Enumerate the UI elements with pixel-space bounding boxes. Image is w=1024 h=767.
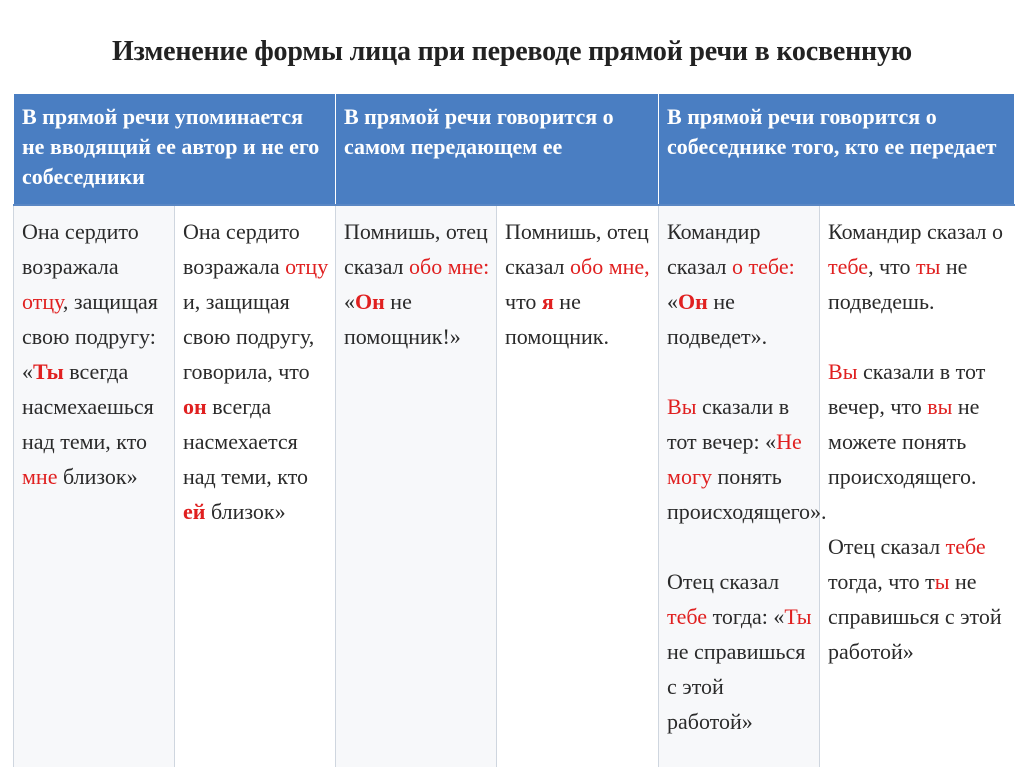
paragraph-gap	[828, 319, 1009, 354]
text: всегда насмехается над теми, кто	[183, 394, 309, 489]
highlight-text: ей	[183, 499, 206, 524]
text: , что	[868, 254, 916, 279]
text: тогда: «	[707, 604, 785, 629]
highlight-text: мне	[22, 464, 58, 489]
highlight-text: отцу	[22, 289, 63, 314]
text: Командир сказал	[667, 219, 761, 279]
header-row	[14, 94, 1015, 206]
text: Помнишь, отец сказал	[505, 219, 649, 279]
text: Отец сказал	[667, 569, 780, 594]
highlight-text: тебе	[828, 254, 869, 279]
text: сказали в тот вечер, что	[828, 359, 986, 419]
text: не можете понять происходящего.	[828, 394, 980, 489]
text: близок»	[57, 464, 138, 489]
highlight-text: Ты	[33, 359, 64, 384]
text: Она сердито возражала	[22, 219, 139, 279]
highlight-text: о тебе:	[732, 254, 795, 279]
highlight-text: я	[541, 289, 554, 314]
text: Командир сказал о	[828, 219, 1003, 244]
text: , защищая свою подругу: «	[22, 289, 158, 384]
text: не справишься с этой работой»	[828, 569, 1002, 664]
text: и, защищая свою подругу, говорила, что	[183, 289, 315, 384]
text: сказали в тот вечер: «	[667, 394, 790, 454]
highlight-text: он	[183, 394, 207, 419]
text: «	[344, 289, 355, 314]
text: тогда, что т	[828, 569, 935, 594]
text: не подведешь.	[828, 254, 968, 314]
text: всегда насмехаешься над теми, кто	[22, 359, 154, 454]
text: не справишься с этой работой»	[667, 639, 806, 734]
highlight-text: обо мне,	[570, 254, 650, 279]
highlight-text: тебе	[945, 534, 986, 559]
highlight-text: Ты	[784, 604, 812, 629]
comparison-table	[13, 93, 1015, 767]
text: близок»	[205, 499, 286, 524]
highlight-text: Вы	[828, 359, 858, 384]
highlight-text: Он	[678, 289, 708, 314]
highlight-text: Он	[355, 289, 385, 314]
cell-indirect-speech-2	[497, 205, 659, 767]
paragraph-gap	[667, 529, 813, 564]
highlight-text: ты	[915, 254, 941, 279]
cell-direct-speech-1	[14, 205, 175, 767]
text: не подведет».	[667, 289, 768, 349]
text: не помощник.	[505, 289, 609, 349]
text: Отец сказал	[828, 534, 946, 559]
header-cell-about-interlocutor: В прямой речи говорится о собеседнике того, кто ее передает	[659, 94, 1015, 206]
cell-direct-speech-2	[336, 205, 497, 767]
highlight-text: Не могу	[667, 429, 802, 489]
highlight-text: тебе	[667, 604, 708, 629]
text: Помнишь, отец сказал	[344, 219, 488, 279]
paragraph-gap	[828, 494, 1009, 529]
highlight-text: вы	[927, 394, 953, 419]
highlight-text: ы	[934, 569, 950, 594]
text: Она сердито возражала	[183, 219, 300, 279]
text: что	[505, 289, 542, 314]
text: не помощник!»	[344, 289, 461, 349]
header-cell-author-not-mentioned: В прямой речи упоминается не вводящий ее автор и не его собеседники	[14, 94, 336, 206]
example-row	[14, 205, 1015, 767]
text: понять происходящего».	[667, 464, 827, 524]
highlight-text: Вы	[667, 394, 697, 419]
cell-direct-speech-3	[659, 205, 827, 767]
highlight-text: обо мне:	[409, 254, 490, 279]
slide-title: Изменение формы лица при переводе прямой речи в косвенную	[112, 36, 912, 67]
paragraph-gap	[667, 354, 813, 389]
cell-indirect-speech-1	[175, 205, 336, 767]
header-cell-about-speaker: В прямой речи говорится о самом передающем ее	[336, 94, 659, 206]
cell-indirect-speech-3	[820, 205, 1015, 767]
text: «	[667, 289, 679, 314]
highlight-text: отцу	[285, 254, 329, 279]
